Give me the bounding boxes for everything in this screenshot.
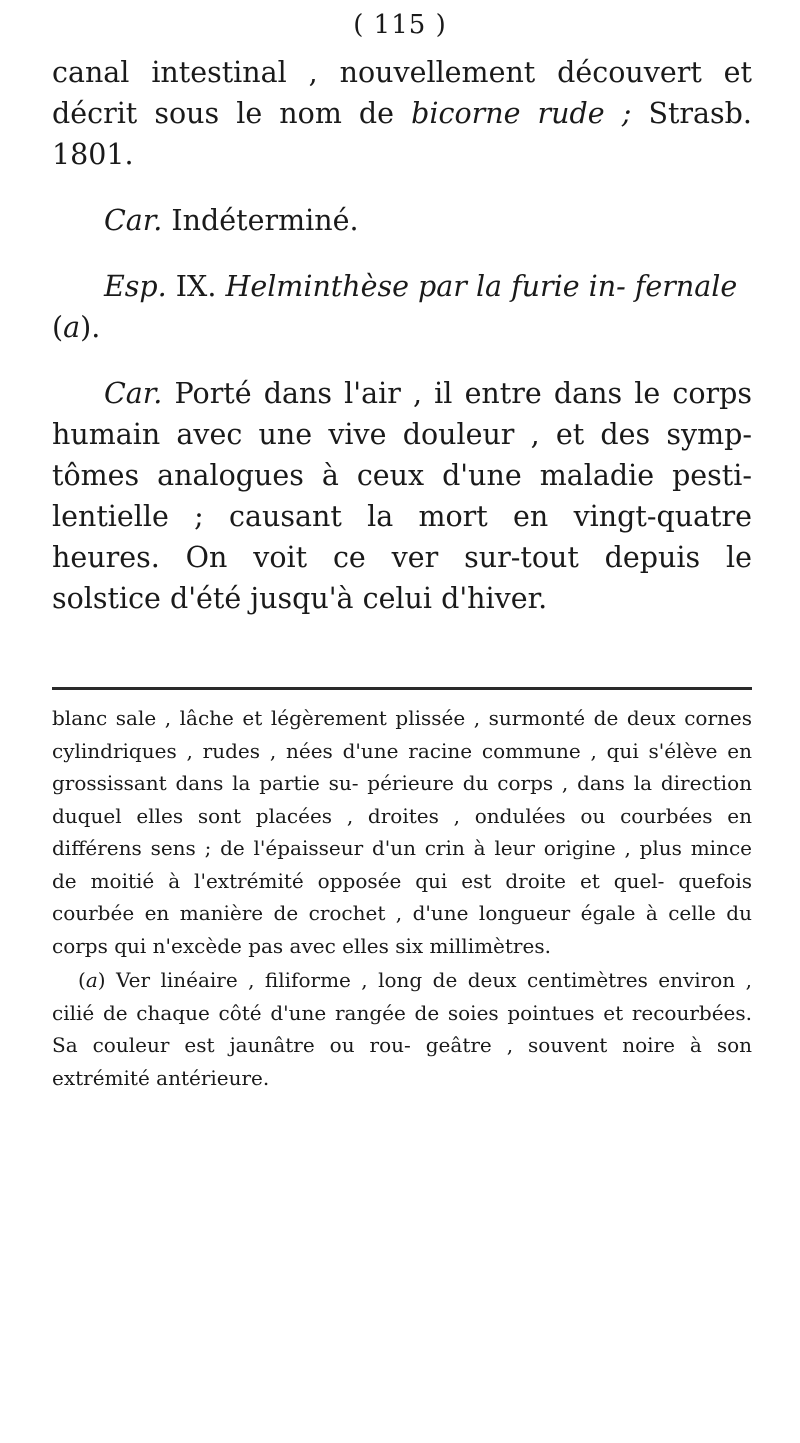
footnotes <box>52 702 752 1094</box>
label-esp: Esp. <box>104 270 167 303</box>
footnote-marker: a <box>85 968 98 992</box>
footnote-a <box>52 964 752 1094</box>
species-name: bicorne rude ; <box>411 97 632 130</box>
species-number: IX. <box>166 270 226 303</box>
paragraph-species <box>52 266 752 348</box>
footnote-a-text: Ver linéaire , filiforme , long de deux centimètres environ , cilié de chaque côté d'une rangée de soies pointues et recourbées. Sa couleur est jaunâtre ou rou- geâtre , souvent noire à son extrémité antérieure. <box>52 968 752 1090</box>
paragraph-intestinal <box>52 52 752 175</box>
footnote-divider <box>52 687 752 690</box>
footnote-marker-close: ) <box>97 968 106 992</box>
note-ref-open: ( <box>52 311 64 344</box>
paragraph-description <box>52 373 752 619</box>
label-car: Car. <box>104 204 163 237</box>
main-text <box>52 52 752 619</box>
label-car: Car. <box>104 377 163 410</box>
characters-text: Indéterminé. <box>162 204 359 237</box>
note-ref: a <box>63 311 81 344</box>
footnote-marker-open: ( <box>78 968 86 992</box>
paragraph-characters <box>52 200 752 241</box>
page-number: ( 115 ) <box>353 10 447 40</box>
description-text: Porté dans l'air , il entre dans le corps humain avec une vive douleur , et des symp- tômes analogues à ceux d'une maladie pesti- lentielle ; causant la mort en vingt-quatre heures. On voit ce ver sur-tout depuis le solstice d'été jusqu'à celui d'hiver. <box>52 377 752 615</box>
note-ref-close: ). <box>80 311 101 344</box>
species-title: Helminthèse par la furie in- fernale <box>225 270 738 303</box>
paragraph-text: canal intestinal , nouvellement découvert et décrit sous le nom de <box>52 56 752 130</box>
footnote-continuation: blanc sale , lâche et légèrement plissée , surmonté de deux cornes cylindriques , rudes , nées d'une racine commune , qui s'élève en grossissant dans la partie su- périeure du corps , dans la direction duquel elles sont placées , droites , ondulées ou courbées en différens sens ; de l'épaisseur d'un crin à leur origine , plus mince de moitié à l'extrémité opposée qui est droite et quel- quefois courbée en manière de crochet , d'une longueur égale à celle du corps qui n'excède pas avec elles six millimètres. <box>52 706 752 958</box>
citation: Strasb. 1801. <box>52 97 752 171</box>
